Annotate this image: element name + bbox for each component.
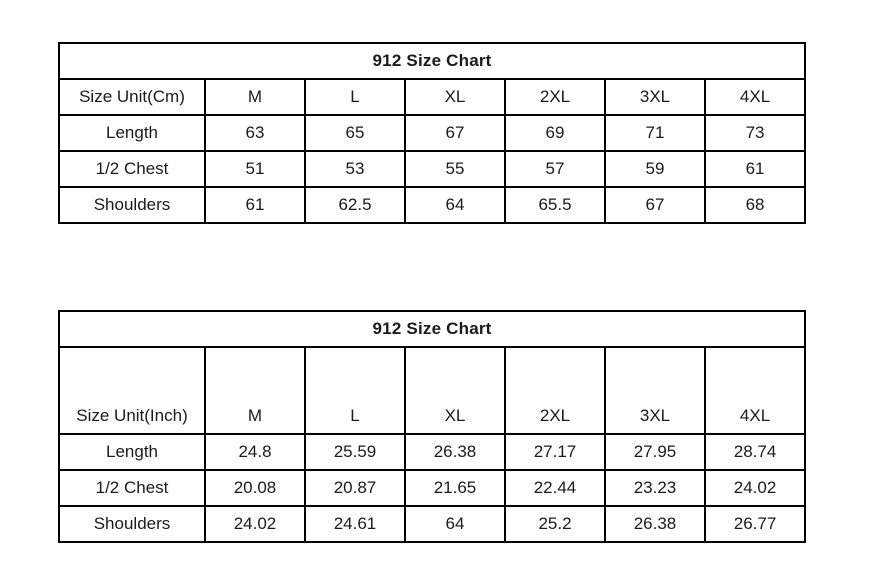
cell-value: 71 bbox=[605, 115, 705, 151]
cell-value: 25.2 bbox=[505, 506, 605, 542]
cell-value: 62.5 bbox=[305, 187, 405, 223]
table-title-row bbox=[59, 43, 805, 79]
table-header-row bbox=[59, 347, 805, 434]
table-row bbox=[59, 506, 805, 542]
column-header-size: XL bbox=[405, 79, 505, 115]
chart-title: 912 Size Chart bbox=[59, 311, 805, 347]
column-header-size: 2XL bbox=[505, 79, 605, 115]
size-unit-label: Size Unit(Cm) bbox=[59, 79, 205, 115]
column-header-size: XL bbox=[405, 347, 505, 434]
column-header-size: L bbox=[305, 79, 405, 115]
cell-value: 25.59 bbox=[305, 434, 405, 470]
column-header-size: L bbox=[305, 347, 405, 434]
row-label: 1/2 Chest bbox=[59, 151, 205, 187]
cell-value: 51 bbox=[205, 151, 305, 187]
cell-value: 24.02 bbox=[705, 470, 805, 506]
table-header-row bbox=[59, 79, 805, 115]
chart-title: 912 Size Chart bbox=[59, 43, 805, 79]
cell-value: 57 bbox=[505, 151, 605, 187]
row-label: Length bbox=[59, 434, 205, 470]
table-row bbox=[59, 187, 805, 223]
cell-value: 20.87 bbox=[305, 470, 405, 506]
cell-value: 67 bbox=[605, 187, 705, 223]
column-header-size: M bbox=[205, 79, 305, 115]
cell-value: 59 bbox=[605, 151, 705, 187]
cell-value: 28.74 bbox=[705, 434, 805, 470]
cell-value: 53 bbox=[305, 151, 405, 187]
table-row bbox=[59, 115, 805, 151]
cell-value: 24.8 bbox=[205, 434, 305, 470]
cell-value: 68 bbox=[705, 187, 805, 223]
table-row bbox=[59, 151, 805, 187]
table-row bbox=[59, 470, 805, 506]
size-table-cm bbox=[58, 42, 806, 224]
cell-value: 63 bbox=[205, 115, 305, 151]
cell-value: 20.08 bbox=[205, 470, 305, 506]
cell-value: 24.61 bbox=[305, 506, 405, 542]
cell-value: 55 bbox=[405, 151, 505, 187]
column-header-size: M bbox=[205, 347, 305, 434]
cell-value: 26.38 bbox=[605, 506, 705, 542]
column-header-size: 2XL bbox=[505, 347, 605, 434]
cell-value: 21.65 bbox=[405, 470, 505, 506]
size-unit-label: Size Unit(Inch) bbox=[59, 347, 205, 434]
size-chart-cm bbox=[58, 42, 806, 224]
cell-value: 64 bbox=[405, 506, 505, 542]
row-label: Shoulders bbox=[59, 187, 205, 223]
size-chart-inch bbox=[58, 310, 806, 543]
cell-value: 22.44 bbox=[505, 470, 605, 506]
cell-value: 24.02 bbox=[205, 506, 305, 542]
cell-value: 61 bbox=[205, 187, 305, 223]
size-table-inch bbox=[58, 310, 806, 543]
cell-value: 69 bbox=[505, 115, 605, 151]
row-label: Length bbox=[59, 115, 205, 151]
table-title-row bbox=[59, 311, 805, 347]
cell-value: 73 bbox=[705, 115, 805, 151]
row-label: 1/2 Chest bbox=[59, 470, 205, 506]
cell-value: 67 bbox=[405, 115, 505, 151]
cell-value: 65.5 bbox=[505, 187, 605, 223]
cell-value: 64 bbox=[405, 187, 505, 223]
row-label: Shoulders bbox=[59, 506, 205, 542]
cell-value: 65 bbox=[305, 115, 405, 151]
column-header-size: 3XL bbox=[605, 79, 705, 115]
cell-value: 61 bbox=[705, 151, 805, 187]
cell-value: 26.77 bbox=[705, 506, 805, 542]
cell-value: 27.95 bbox=[605, 434, 705, 470]
cell-value: 23.23 bbox=[605, 470, 705, 506]
cell-value: 26.38 bbox=[405, 434, 505, 470]
column-header-size: 3XL bbox=[605, 347, 705, 434]
table-row bbox=[59, 434, 805, 470]
column-header-size: 4XL bbox=[705, 347, 805, 434]
column-header-size: 4XL bbox=[705, 79, 805, 115]
cell-value: 27.17 bbox=[505, 434, 605, 470]
